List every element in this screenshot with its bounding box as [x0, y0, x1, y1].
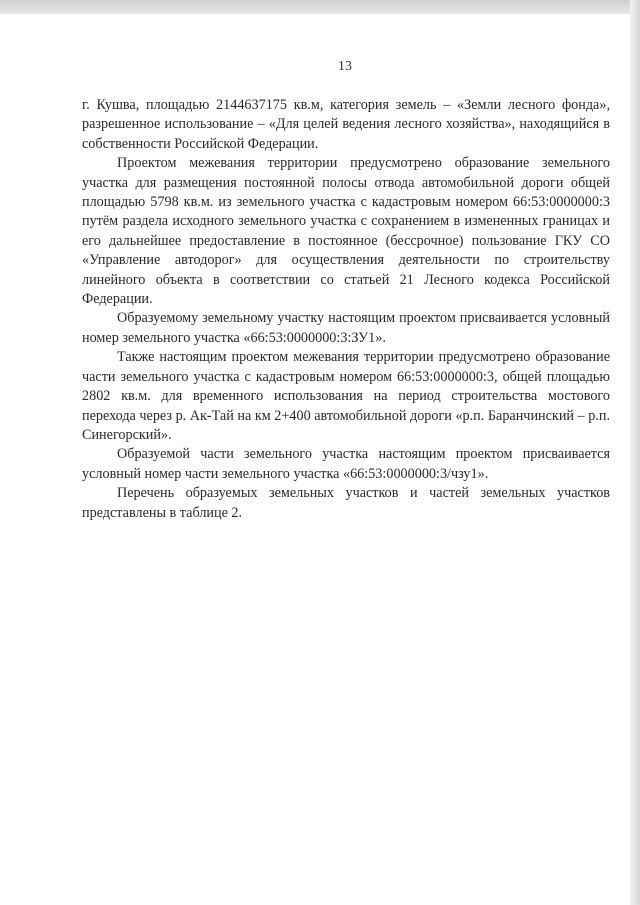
document-page [0, 14, 630, 905]
scan-top-edge [0, 0, 640, 14]
paragraph-part-number: Образуемой части земельного участка настоящим проектом присваивается условный номер части земельного участка «66:53:0000000:3/чзу1». [82, 446, 610, 482]
paragraph-parcel-formation: Проектом межевания территории предусмотрено образование земельного участка для размещения постоянной полосы отвода автомобильной дороги общей площадью 5798 кв.м. из земельного участка с кадастровым номером 66:53:0000000:3 путём раздела исходного земельного участка с сохранением в измененных границах и его дальнейшее предоставление в постоянное (бессрочное) пользование ГКУ СО «Управление автодорог» для осуществления деятельности по строительству линейного объекта в соответствии со статьей 21 Лесного кодекса Российской Федерации. [82, 155, 610, 308]
page-number: 13 [338, 59, 352, 74]
paragraph-table-reference: Перечень образуемых земельных участков и частей земельных участков представлены в таблице 2. [82, 485, 610, 521]
paragraph-part-formation: Также настоящим проектом межевания территории предусмотрено образование части земельного участка с кадастровым номером 66:53:0000000:3, общей площадью 2802 кв.м. для временного использования на период строительства мостового перехода через р. Ак-Тай на км 2+400 автомобильной дороги «р.п. Баранчинский – р.п. Синегорский». [82, 349, 610, 443]
scan-right-edge [630, 0, 640, 905]
document-body [82, 96, 610, 523]
paragraph-parcel-number: Образуемому земельному участку настоящим проектом присваивается условный номер земельного участка «66:53:0000000:3:ЗУ1». [82, 310, 610, 346]
paragraph-parcel-description: г. Кушва, площадью 2144637175 кв.м, категория земель – «Земли лесного фонда», разрешенное использование – «Для целей ведения лесного хозяйства», находящийся в собственности Российской Федерации. [82, 97, 610, 152]
